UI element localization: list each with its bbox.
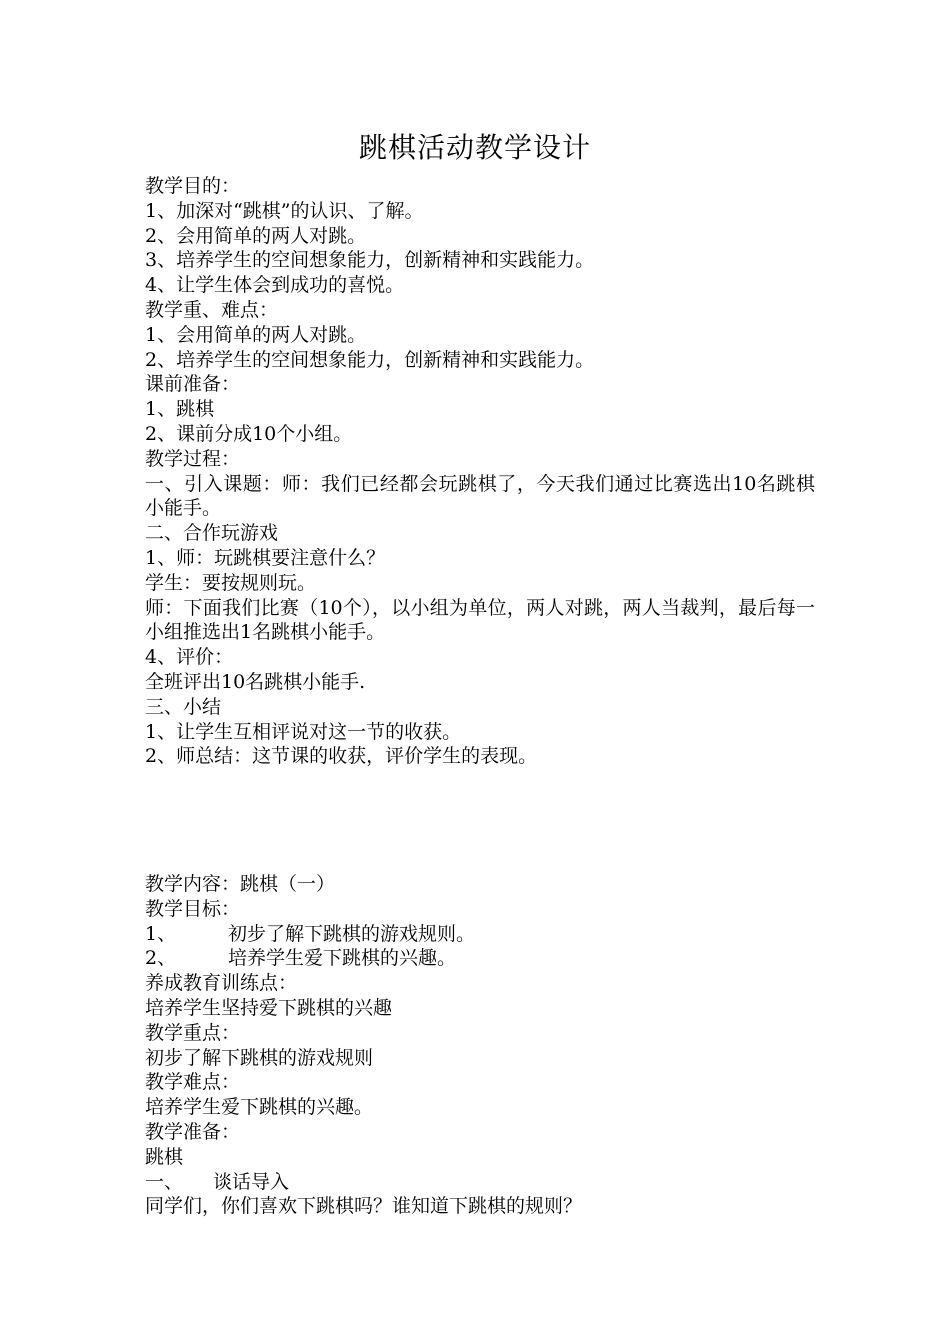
- content-line: 教学内容：跳棋（一）: [145, 873, 336, 895]
- page-title: 跳棋活动教学设计: [358, 131, 591, 164]
- goals-heading: 教学目标：: [145, 897, 241, 920]
- step-heading: [145, 1170, 815, 1195]
- key-points-heading: 教学重、难点：: [145, 298, 279, 321]
- process-step-intro: 一、引入课题：师：我们已经都会玩跳棋了，今天我们通过比赛选出10名跳棋小能手。: [145, 472, 815, 520]
- step-title: 谈话导入: [213, 1170, 290, 1193]
- lesson-plan-section-1: [145, 174, 815, 769]
- preparation-item: 2、课前分成10个小组。: [145, 422, 353, 445]
- process-item: 全班评出10名跳棋小能手.: [145, 670, 366, 693]
- process-item: 学生：要按规则玩。: [145, 571, 317, 594]
- key-point-item: 2、培养学生的空间想象能力，创新精神和实践能力。: [145, 348, 595, 371]
- process-item: 4、评价：: [145, 646, 234, 669]
- process-item: 师：下面我们比赛（10个），以小组为单位，两人对跳，两人当裁判，最后每一小组推选出1名跳棋小能手。: [145, 596, 815, 644]
- key-heading: 教学重点：: [145, 1021, 241, 1044]
- prep-heading: 教学准备：: [145, 1120, 241, 1143]
- objective-item: 3、培养学生的空间想象能力，创新精神和实践能力。: [145, 249, 595, 272]
- process-heading: 教学过程：: [145, 447, 241, 470]
- step-number: 一、: [145, 1170, 184, 1193]
- summary-item: 1、让学生互相评说对这一节的收获。: [145, 720, 462, 743]
- objective-item: 2、会用简单的两人对跳。: [145, 224, 367, 247]
- training-text: 培养学生坚持爱下跳棋的兴趣: [145, 996, 393, 1019]
- difficulty-heading: 教学难点：: [145, 1071, 241, 1094]
- process-step-heading: 二、合作玩游戏: [145, 522, 279, 545]
- key-text: 初步了解下跳棋的游戏规则: [145, 1046, 374, 1069]
- training-heading: 养成教育训练点：: [145, 972, 298, 995]
- goal-number: 1、: [145, 922, 177, 945]
- lesson-plan-section-2: [145, 872, 815, 1219]
- goal-text: 初步了解下跳棋的游戏规则。: [228, 922, 476, 945]
- prep-text: 跳棋: [145, 1145, 184, 1168]
- step-body: 同学们，你们喜欢下跳棋吗？谁知道下跳棋的规则？: [145, 1195, 583, 1218]
- goal-number: 2、: [145, 947, 177, 970]
- difficulty-text: 培养学生爱下跳棋的兴趣。: [145, 1096, 374, 1119]
- goal-item: [145, 922, 815, 947]
- summary-item: 2、师总结：这节课的收获，评价学生的表现。: [145, 745, 538, 768]
- process-item: 1、师：玩跳棋要注意什么？: [145, 546, 386, 569]
- preparation-item: 1、跳棋: [145, 398, 215, 421]
- key-point-item: 1、会用简单的两人对跳。: [145, 323, 367, 346]
- objective-item: 4、让学生体会到成功的喜悦。: [145, 274, 405, 297]
- goal-text: 培养学生爱下跳棋的兴趣。: [228, 947, 457, 970]
- process-step-heading: 三、小结: [145, 695, 222, 718]
- preparation-heading: 课前准备：: [145, 373, 241, 396]
- goal-item: [145, 946, 815, 971]
- objectives-heading: 教学目的：: [145, 175, 241, 197]
- objective-item: 1、加深对“跳棋”的认识、了解。: [145, 199, 424, 222]
